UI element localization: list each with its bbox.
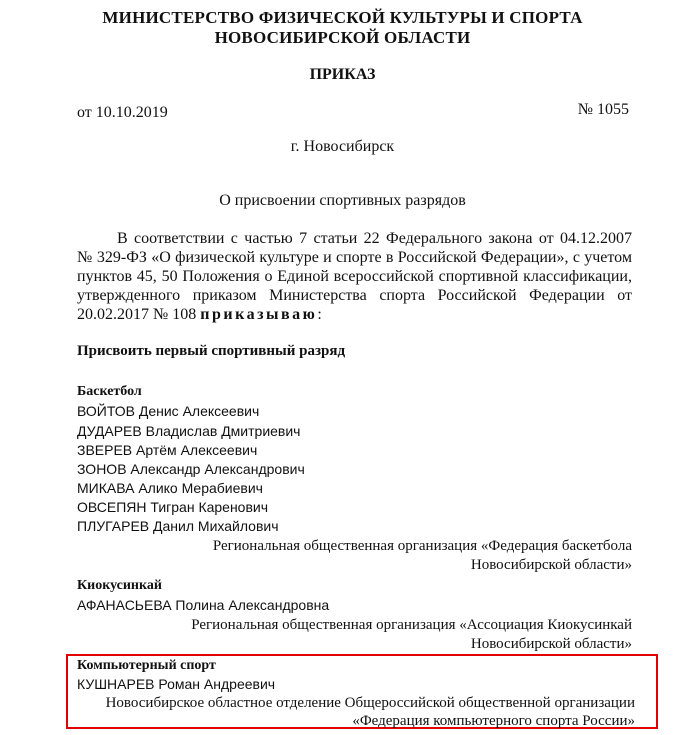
person-name: КУШНАРЕВ Роман Андреевич <box>77 676 276 692</box>
person-name: ВОЙТОВ Денис Алексеевич <box>77 403 260 419</box>
order-city: г. Новосибирск <box>290 138 395 155</box>
assignment-heading: Присвоить первый спортивный разряд <box>77 343 346 359</box>
preamble-order-ref: 20.02.2017 № 108 <box>77 306 197 323</box>
person-name: ЗОНОВ Александр Александрович <box>77 461 305 477</box>
section-title-basketball: Баскетбол <box>77 384 142 399</box>
preamble-colon: : <box>317 306 322 323</box>
section-title-kyokushinkai: Киокусинкай <box>77 578 162 593</box>
person-name: АФАНАСЬЕВА Полина Александровна <box>77 597 330 613</box>
person-name: ЗВЕРЕВ Артём Алексеевич <box>77 442 258 458</box>
preamble-line: утвержденного приказом Министерства спорта Российской Федерации от <box>77 287 632 304</box>
preamble-line-final <box>77 305 632 324</box>
organization-line: Новосибирское областное отделение Общероссийской общественной организации <box>105 695 635 711</box>
order-subject: О присвоении спортивных разрядов <box>219 192 466 209</box>
person-name: ДУДАРЕВ Владислав Дмитриевич <box>77 423 301 439</box>
organization-line: Новосибирской области» <box>470 557 632 573</box>
preamble-line: № 329-ФЗ «О физической культуре и спорте в Российской Федерации», с учетом <box>77 249 632 266</box>
preamble-line: В соответствии с частью 7 статьи 22 Федерального закона от 04.12.2007 <box>117 230 632 247</box>
person-name: ПЛУГАРЕВ Данил Михайлович <box>77 518 279 534</box>
order-verb: приказываю <box>200 306 318 323</box>
order-title: ПРИКАЗ <box>309 66 376 83</box>
person-name: ОВСЕПЯН Тигран Каренович <box>77 499 269 515</box>
ministry-name-line1: МИНИСТЕРСТВО ФИЗИЧЕСКОЙ КУЛЬТУРЫ И СПОРТА <box>102 8 583 27</box>
preamble-paragraph <box>77 229 632 324</box>
person-name: МИКАВА Алико Мерабиевич <box>77 480 263 496</box>
ministry-name-line2: НОВОСИБИРСКОЙ ОБЛАСТИ <box>214 28 471 47</box>
organization-line: Региональная общественная организация «Федерация баскетбола <box>212 538 632 554</box>
organization-line: «Федерация компьютерного спорта России» <box>352 713 635 729</box>
organization-line: Новосибирской области» <box>470 636 632 652</box>
section-title-esports: Компьютерный спорт <box>77 658 216 673</box>
preamble-line: пунктов 45, 50 Положения о Единой всероссийской спортивной классификации, <box>77 268 632 285</box>
order-number: № 1055 <box>577 101 629 118</box>
organization-line: Региональная общественная организация «Ассоциация Киокусинкай <box>191 617 632 633</box>
order-date: от 10.10.2019 <box>77 104 168 121</box>
